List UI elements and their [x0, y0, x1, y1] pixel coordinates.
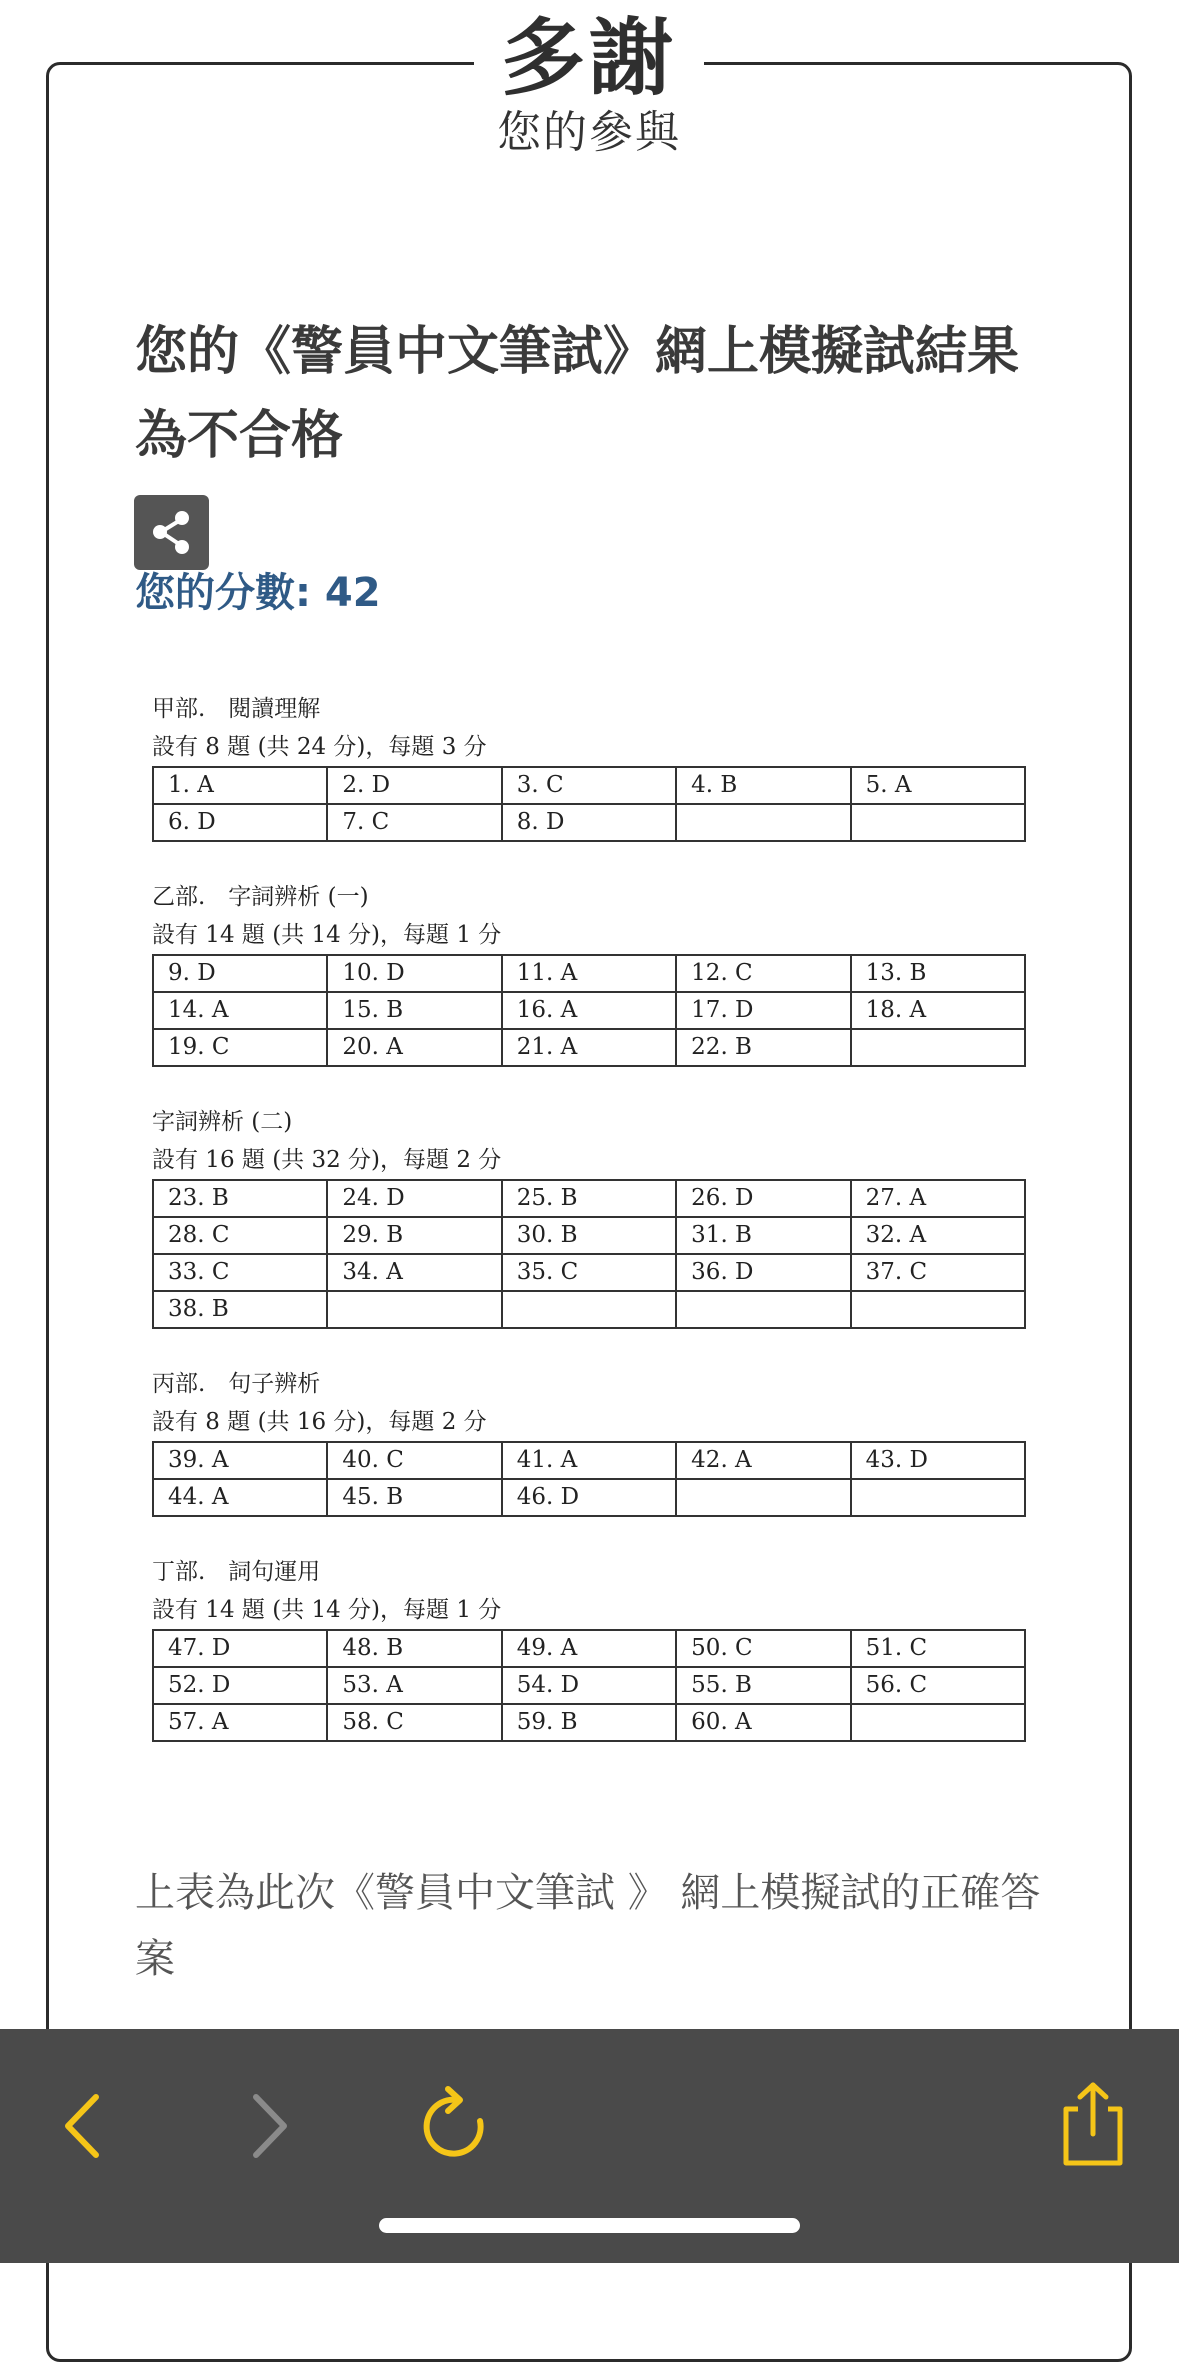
- share-icon[interactable]: [1060, 2079, 1126, 2169]
- section-title: 乙部. 字詞辨析 (一): [152, 884, 369, 910]
- answer-cell: 29. B: [327, 1217, 501, 1254]
- answer-section: [152, 1553, 1030, 1742]
- answer-cell: 17. D: [676, 992, 850, 1029]
- reload-icon[interactable]: [418, 2086, 490, 2166]
- answer-cell: [676, 1479, 850, 1516]
- answer-cell: 30. B: [502, 1217, 676, 1254]
- section-description: 設有 14 題 (共 14 分)，每題 1 分: [152, 1597, 502, 1623]
- answer-cell: 48. B: [327, 1630, 501, 1667]
- table-row: [153, 1630, 1025, 1667]
- section-description: 設有 16 題 (共 32 分)，每題 2 分: [152, 1147, 502, 1173]
- answer-cell: 11. A: [502, 955, 676, 992]
- answer-cell: 49. A: [502, 1630, 676, 1667]
- answer-cell: 2. D: [327, 767, 501, 804]
- table-row: [153, 1442, 1025, 1479]
- section-title: 字詞辨析 (二): [152, 1109, 293, 1135]
- home-indicator: [379, 2218, 800, 2233]
- answer-cell: 44. A: [153, 1479, 327, 1516]
- answer-cell: 53. A: [327, 1667, 501, 1704]
- answer-cell: 15. B: [327, 992, 501, 1029]
- answer-cell: 32. A: [851, 1217, 1025, 1254]
- answer-cell: 6. D: [153, 804, 327, 841]
- answer-cell: 55. B: [676, 1667, 850, 1704]
- answer-cell: 3. C: [502, 767, 676, 804]
- answer-cell: 24. D: [327, 1180, 501, 1217]
- answer-cell: 22. B: [676, 1029, 850, 1066]
- answer-cell: 52. D: [153, 1667, 327, 1704]
- result-heading: 您的《警員中文筆試》網上模擬試結果為不合格: [135, 322, 1020, 466]
- answer-cell: 1. A: [153, 767, 327, 804]
- section-title: 丙部. 句子辨析: [152, 1371, 321, 1397]
- table-row: [153, 992, 1025, 1029]
- answer-cell: 56. C: [851, 1667, 1025, 1704]
- answer-cell: 38. B: [153, 1291, 327, 1328]
- forward-icon[interactable]: [244, 2091, 294, 2161]
- answer-cell: 7. C: [327, 804, 501, 841]
- share-button[interactable]: [134, 495, 209, 570]
- answer-sheet: [152, 690, 1030, 1778]
- answer-cell: 39. A: [153, 1442, 327, 1479]
- answer-cell: 20. A: [327, 1029, 501, 1066]
- answer-cell: 13. B: [851, 955, 1025, 992]
- answer-table: [152, 766, 1026, 842]
- answer-cell: 54. D: [502, 1667, 676, 1704]
- answer-cell: 34. A: [327, 1254, 501, 1291]
- answer-cell: [851, 1291, 1025, 1328]
- answer-cell: 9. D: [153, 955, 327, 992]
- answer-section: [152, 878, 1030, 1067]
- answer-cell: 28. C: [153, 1217, 327, 1254]
- back-icon[interactable]: [58, 2091, 108, 2161]
- answer-section: [152, 690, 1030, 842]
- answer-cell: [327, 1291, 501, 1328]
- answer-cell: [676, 804, 850, 841]
- table-row: [153, 955, 1025, 992]
- answer-cell: 40. C: [327, 1442, 501, 1479]
- table-row: [153, 804, 1025, 841]
- answer-table: [152, 1629, 1026, 1742]
- answer-cell: 16. A: [502, 992, 676, 1029]
- answer-cell: 46. D: [502, 1479, 676, 1516]
- answer-cell: 60. A: [676, 1704, 850, 1741]
- answer-cell: 8. D: [502, 804, 676, 841]
- section-title: 丁部. 詞句運用: [152, 1559, 321, 1585]
- answer-cell: 42. A: [676, 1442, 850, 1479]
- answer-cell: 25. B: [502, 1180, 676, 1217]
- table-row: [153, 1217, 1025, 1254]
- answer-table: [152, 954, 1026, 1067]
- section-title: 甲部. 閱讀理解: [152, 696, 321, 722]
- answer-cell: [851, 1479, 1025, 1516]
- answer-cell: 50. C: [676, 1630, 850, 1667]
- table-row: [153, 1291, 1025, 1328]
- answer-cell: 45. B: [327, 1479, 501, 1516]
- answer-table: [152, 1179, 1026, 1329]
- answer-table: [152, 1441, 1026, 1517]
- answer-cell: 21. A: [502, 1029, 676, 1066]
- answer-cell: 58. C: [327, 1704, 501, 1741]
- answer-cell: 23. B: [153, 1180, 327, 1217]
- browser-toolbar: [0, 2029, 1179, 2263]
- page-subtitle: 您的參與: [497, 107, 681, 158]
- answer-cell: 31. B: [676, 1217, 850, 1254]
- share-nodes-icon: [146, 507, 197, 558]
- table-row: [153, 1180, 1025, 1217]
- table-row: [153, 1704, 1025, 1741]
- answer-cell: 37. C: [851, 1254, 1025, 1291]
- answer-section: [152, 1103, 1030, 1329]
- answer-cell: [851, 804, 1025, 841]
- answer-cell: 35. C: [502, 1254, 676, 1291]
- answer-cell: [676, 1291, 850, 1328]
- table-row: [153, 1667, 1025, 1704]
- header: [474, 0, 704, 170]
- section-description: 設有 14 題 (共 14 分)，每題 1 分: [152, 922, 502, 948]
- page-title: 多謝: [500, 9, 677, 107]
- answer-section: [152, 1365, 1030, 1517]
- table-row: [153, 1029, 1025, 1066]
- answer-cell: 41. A: [502, 1442, 676, 1479]
- answer-cell: [502, 1291, 676, 1328]
- answer-cell: 57. A: [153, 1704, 327, 1741]
- answer-cell: 27. A: [851, 1180, 1025, 1217]
- score-text: 您的分數: 42: [135, 570, 381, 616]
- answer-cell: 26. D: [676, 1180, 850, 1217]
- answer-cell: 18. A: [851, 992, 1025, 1029]
- table-row: [153, 1254, 1025, 1291]
- answer-cell: 59. B: [502, 1704, 676, 1741]
- answer-cell: 12. C: [676, 955, 850, 992]
- answer-cell: [851, 1704, 1025, 1741]
- answer-cell: 19. C: [153, 1029, 327, 1066]
- answer-footnote: 上表為此次《警員中文筆試 》 網上模擬試的正確答案: [135, 1870, 1041, 1982]
- section-description: 設有 8 題 (共 24 分)，每題 3 分: [152, 734, 487, 760]
- table-row: [153, 1479, 1025, 1516]
- answer-cell: 47. D: [153, 1630, 327, 1667]
- section-description: 設有 8 題 (共 16 分)，每題 2 分: [152, 1409, 487, 1435]
- answer-cell: 43. D: [851, 1442, 1025, 1479]
- answer-cell: 4. B: [676, 767, 850, 804]
- answer-cell: 51. C: [851, 1630, 1025, 1667]
- answer-cell: 14. A: [153, 992, 327, 1029]
- answer-cell: 5. A: [851, 767, 1025, 804]
- answer-cell: 10. D: [327, 955, 501, 992]
- table-row: [153, 767, 1025, 804]
- answer-cell: 33. C: [153, 1254, 327, 1291]
- answer-cell: 36. D: [676, 1254, 850, 1291]
- answer-cell: [851, 1029, 1025, 1066]
